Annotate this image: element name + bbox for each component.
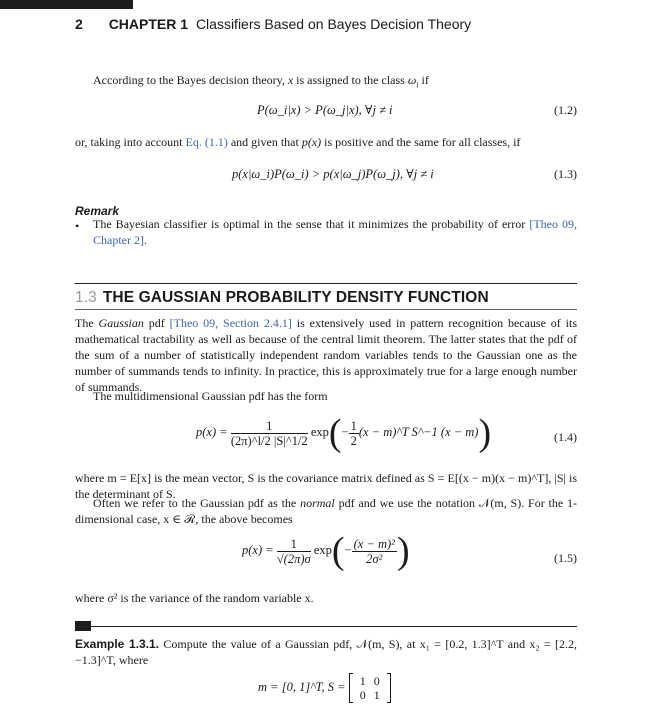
example-definitions: m = [0, 1]^T, S = 1 0 0 1 xyxy=(258,673,391,703)
equation-1-3: p(x|ω_i)P(ω_i) > p(x|ω_j)P(ω_j), ∀j ≠ i xyxy=(232,167,434,181)
covariance-matrix: 1 0 0 1 xyxy=(349,673,391,703)
equation-1-5: p(x) = $\frac{1}{√(2\pi)\sigma}$ exp(− $\frac{\text{(x − m)²}}{\text{2σ²}}$ ) xyxy=(242,530,410,572)
chapter-label: CHAPTER 1 xyxy=(108,16,189,32)
normal-notation-paragraph: Often we refer to the Gaussian pdf as the normal pdf and we use the notation 𝒩(m, S). For the 1-dimensional case, x ∈ ℛ, the above becomes xyxy=(75,496,578,526)
section-rule xyxy=(75,283,577,284)
page-number: 2 xyxy=(75,16,83,32)
mean-covariance-paragraph: where m = E[x] is the mean vector, S is the covariance matrix defined as S = E[(x − m)(x − m)^T], |S| is the determinant of S. xyxy=(75,471,577,501)
multidim-paragraph: The multidimensional Gaussian pdf has the form xyxy=(93,389,328,403)
paragraph-eq-reference: or, taking into account Eq. (1.1) and given that p(x) is positive and the same for all classes, if xyxy=(75,135,521,149)
example-rule xyxy=(75,626,577,627)
bullet-icon: • xyxy=(75,219,80,233)
remark-heading: Remark xyxy=(75,204,120,218)
equation-1-2: P(ω_i|x) > P(ω_j|x), ∀j ≠ i xyxy=(257,103,393,117)
theo-chapter-2-link[interactable]: [Theo 09, Chapter 2] xyxy=(93,217,578,247)
equation-number: (1.2) xyxy=(554,103,577,117)
variance-paragraph: where σ² is the variance of the random variable x. xyxy=(75,591,314,605)
page-top-bar xyxy=(0,0,133,9)
remark-text: The Bayesian classifier is optimal in the sense that it minimizes the probability of error [Theo 09, Chapter 2]. xyxy=(93,217,578,247)
running-header xyxy=(75,16,471,32)
equation-number: (1.5) xyxy=(554,551,577,565)
chapter-title: Classifiers Based on Bayes Decision Theory xyxy=(195,16,472,32)
section-underline xyxy=(75,309,577,310)
theo-section-link[interactable]: [Theo 09, Section 2.4.1] xyxy=(169,316,292,330)
eq-1-1-link[interactable]: Eq. (1.1) xyxy=(185,135,228,149)
equation-number: (1.4) xyxy=(554,430,577,444)
equation-number: (1.3) xyxy=(554,167,577,181)
equation-1-4: p(x) = $\frac{1}{(2\pi)\^{}l/2 |S|\^{}1/2}$ exp(− $\frac{1}{2}$ (x − m)^T S^−1 (x − m)) xyxy=(196,412,492,454)
section-heading: 1.3 THE GAUSSIAN PROBABILITY DENSITY FUNCTION xyxy=(75,289,489,306)
gaussian-paragraph: The Gaussian pdf [Theo 09, Section 2.4.1] is extensively used in pattern recognition because of its mathematical tractability as well as because of the central limit theorem. The latter states that the pdf of the sum of a number of statistically independent random variables tends to the Gaussian one as the number of summands tends to infinity. In practice, this is approximately true for a large enough number of summands. xyxy=(75,316,577,394)
intro-paragraph: According to the Bayes decision theory, x is assigned to the class $\omega_i$ if xyxy=(93,73,429,90)
example-heading: Example 1.3.1. xyxy=(75,637,160,651)
example-paragraph: Example 1.3.1. Compute the value of a Gaussian pdf, 𝒩(m, S), at x₁ = [0.2, 1.3]^T and x₂ = [2.2, −1.3]^T, where xyxy=(75,637,577,667)
